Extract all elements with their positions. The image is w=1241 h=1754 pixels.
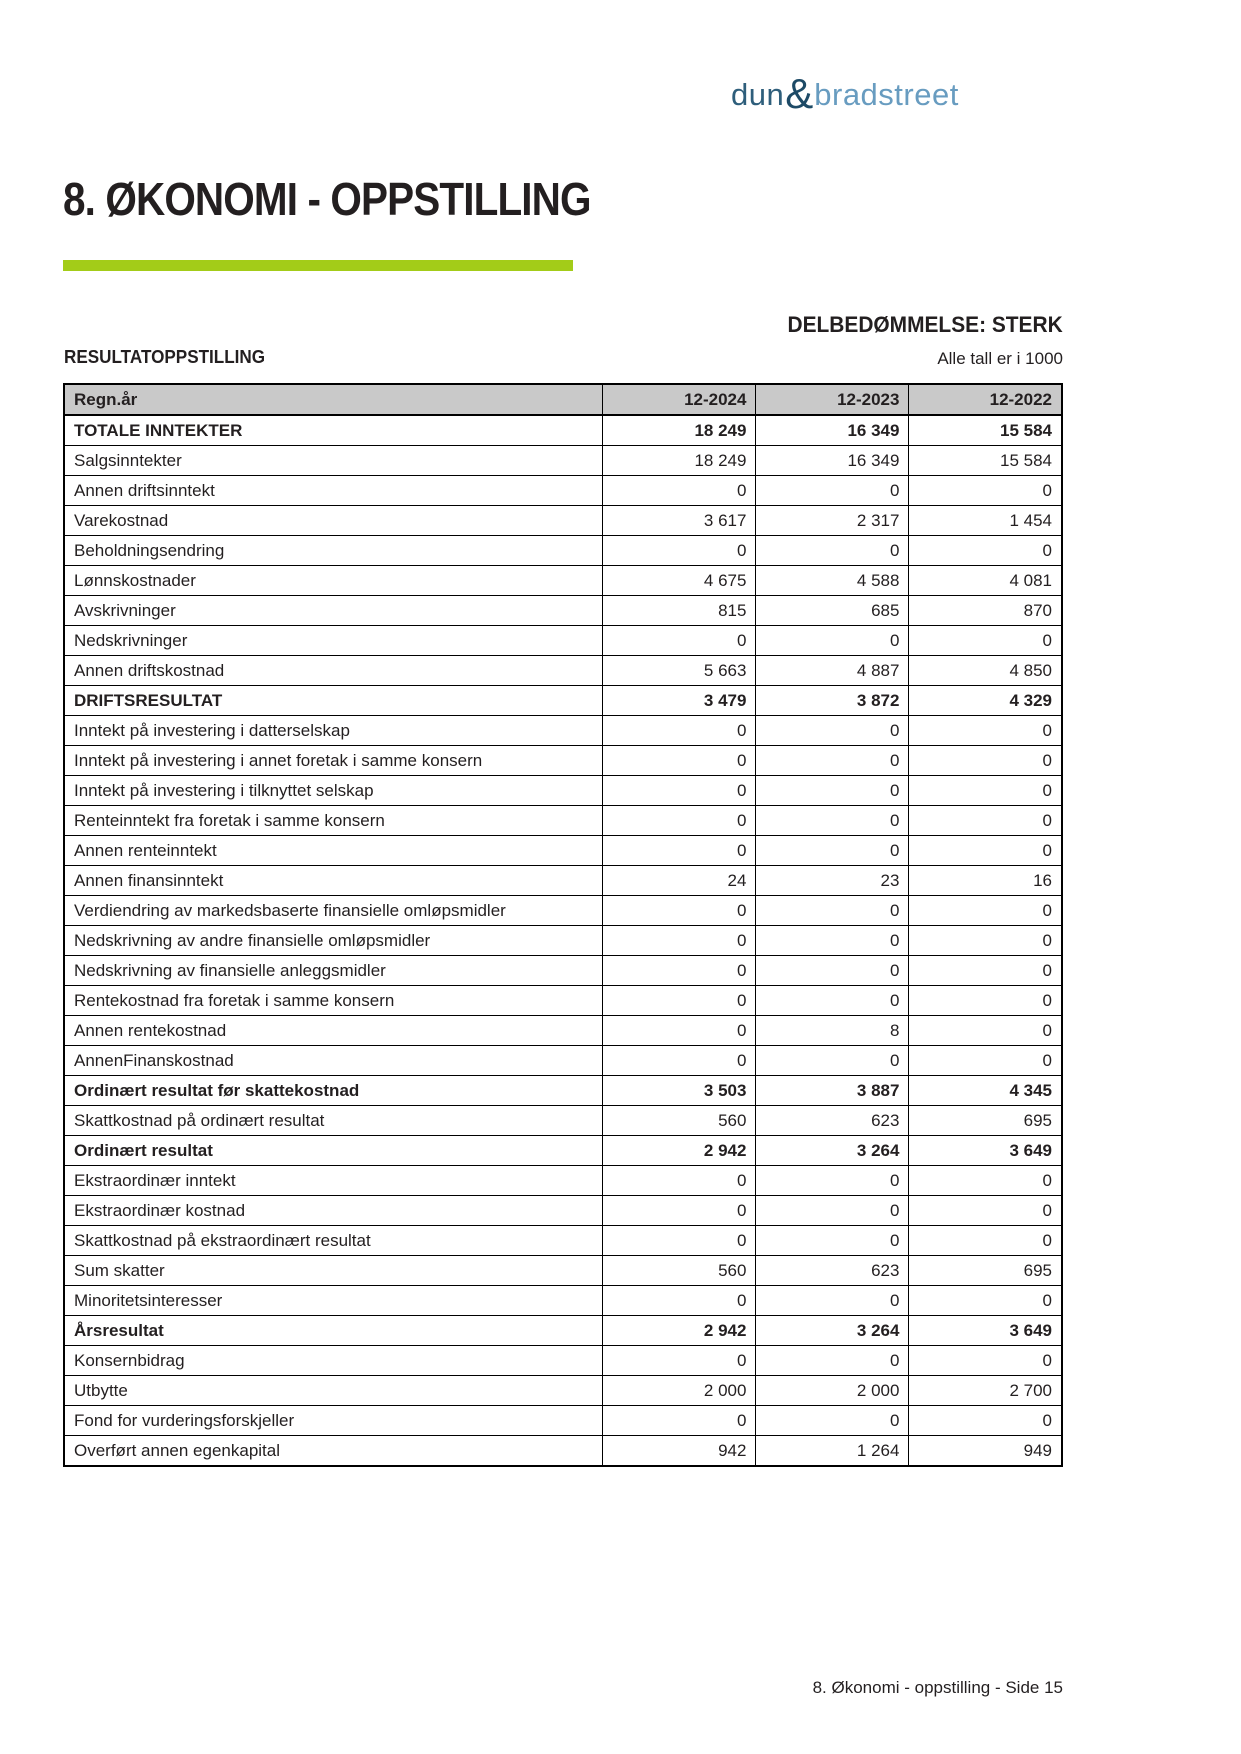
row-value: 0 (756, 626, 909, 656)
row-value: 0 (603, 476, 756, 506)
row-value: 0 (756, 1046, 909, 1076)
row-value: 4 329 (909, 686, 1062, 716)
row-value: 1 264 (756, 1436, 909, 1467)
row-value: 0 (603, 926, 756, 956)
logo-ampersand-icon: & (785, 70, 814, 117)
row-value: 560 (603, 1106, 756, 1136)
row-label: Avskrivninger (64, 596, 603, 626)
row-value: 4 887 (756, 656, 909, 686)
row-value: 0 (756, 1166, 909, 1196)
row-value: 0 (909, 1226, 1062, 1256)
table-row (64, 1316, 1062, 1346)
row-label: Årsresultat (64, 1316, 603, 1346)
row-value: 695 (909, 1256, 1062, 1286)
table-row (64, 596, 1062, 626)
row-label: Nedskrivning av andre finansielle omløpsmidler (64, 926, 603, 956)
row-value: 23 (756, 866, 909, 896)
dun-bradstreet-logo (731, 70, 959, 117)
table-row (64, 476, 1062, 506)
row-value: 0 (756, 476, 909, 506)
row-value: 870 (909, 596, 1062, 626)
table-row (64, 1406, 1062, 1436)
row-value: 0 (603, 776, 756, 806)
row-value: 18 249 (603, 446, 756, 476)
row-value: 695 (909, 1106, 1062, 1136)
row-value: 2 000 (756, 1376, 909, 1406)
table-row (64, 1136, 1062, 1166)
row-value: 1 454 (909, 506, 1062, 536)
row-value: 0 (756, 836, 909, 866)
table-row (64, 1106, 1062, 1136)
row-value: 0 (909, 746, 1062, 776)
row-value: 0 (603, 1406, 756, 1436)
row-value: 16 349 (756, 415, 909, 446)
row-value: 18 249 (603, 415, 756, 446)
row-value: 0 (756, 986, 909, 1016)
row-value: 0 (909, 1196, 1062, 1226)
table-row (64, 746, 1062, 776)
row-label: DRIFTSRESULTAT (64, 686, 603, 716)
row-value: 0 (909, 1346, 1062, 1376)
logo-text-dun: dun (731, 77, 785, 112)
row-label: Annen driftsinntekt (64, 476, 603, 506)
row-value: 685 (756, 596, 909, 626)
row-value: 3 887 (756, 1076, 909, 1106)
table-row (64, 626, 1062, 656)
row-value: 0 (756, 776, 909, 806)
row-value: 16 (909, 866, 1062, 896)
row-label: Overført annen egenkapital (64, 1436, 603, 1467)
row-value: 0 (909, 1406, 1062, 1436)
table-row (64, 836, 1062, 866)
row-value: 0 (756, 716, 909, 746)
row-value: 0 (603, 1286, 756, 1316)
row-value: 0 (603, 716, 756, 746)
row-label: Ordinært resultat før skattekostnad (64, 1076, 603, 1106)
row-label: Nedskrivning av finansielle anleggsmidler (64, 956, 603, 986)
row-value: 3 264 (756, 1136, 909, 1166)
row-value: 0 (756, 536, 909, 566)
row-value: 4 588 (756, 566, 909, 596)
row-value: 5 663 (603, 656, 756, 686)
row-value: 0 (603, 836, 756, 866)
table-row (64, 866, 1062, 896)
table-header-row (64, 384, 1062, 415)
row-value: 0 (603, 806, 756, 836)
row-value: 0 (603, 1016, 756, 1046)
row-label: Renteinntekt fra foretak i samme konsern (64, 806, 603, 836)
row-label: Konsernbidrag (64, 1346, 603, 1376)
table-row (64, 686, 1062, 716)
table-row (64, 1016, 1062, 1046)
row-label: Nedskrivninger (64, 626, 603, 656)
row-label: Lønnskostnader (64, 566, 603, 596)
row-value: 0 (756, 956, 909, 986)
row-value: 4 345 (909, 1076, 1062, 1106)
row-value: 4 850 (909, 656, 1062, 686)
row-label: Inntekt på investering i annet foretak i samme konsern (64, 746, 603, 776)
header-cell-2024: 12-2024 (603, 384, 756, 415)
row-value: 0 (756, 1286, 909, 1316)
row-value: 0 (756, 1406, 909, 1436)
row-value: 2 700 (909, 1376, 1062, 1406)
row-value: 0 (603, 956, 756, 986)
row-value: 623 (756, 1106, 909, 1136)
table-row (64, 1286, 1062, 1316)
row-value: 15 584 (909, 446, 1062, 476)
row-value: 0 (909, 776, 1062, 806)
row-label: Fond for vurderingsforskjeller (64, 1406, 603, 1436)
row-label: Beholdningsendring (64, 536, 603, 566)
row-label: Annen finansinntekt (64, 866, 603, 896)
row-value: 0 (603, 536, 756, 566)
row-value: 0 (909, 1046, 1062, 1076)
row-value: 2 942 (603, 1316, 756, 1346)
table-row (64, 716, 1062, 746)
row-value: 0 (756, 1196, 909, 1226)
row-value: 0 (909, 476, 1062, 506)
row-label: Annen renteinntekt (64, 836, 603, 866)
header-cell-regnar: Regn.år (64, 384, 603, 415)
row-value: 0 (603, 1166, 756, 1196)
table-row (64, 566, 1062, 596)
table-row (64, 656, 1062, 686)
row-value: 0 (603, 896, 756, 926)
row-value: 15 584 (909, 415, 1062, 446)
row-value: 0 (909, 986, 1062, 1016)
row-value: 0 (756, 746, 909, 776)
row-value: 0 (909, 536, 1062, 566)
page-footer: 8. Økonomi - oppstilling - Side 15 (812, 1678, 1063, 1697)
row-value: 2 317 (756, 506, 909, 536)
row-value: 0 (603, 1196, 756, 1226)
row-value: 0 (603, 626, 756, 656)
row-label: Inntekt på investering i tilknyttet selskap (64, 776, 603, 806)
table-row (64, 446, 1062, 476)
row-value: 0 (756, 926, 909, 956)
row-value: 2 942 (603, 1136, 756, 1166)
row-label: Salgsinntekter (64, 446, 603, 476)
table-row (64, 1046, 1062, 1076)
row-value: 24 (603, 866, 756, 896)
row-value: 3 649 (909, 1136, 1062, 1166)
table-row (64, 896, 1062, 926)
row-value: 0 (756, 806, 909, 836)
table-row (64, 1076, 1062, 1106)
table-row (64, 1166, 1062, 1196)
row-value: 8 (756, 1016, 909, 1046)
row-label: Ekstraordinær kostnad (64, 1196, 603, 1226)
table-row (64, 986, 1062, 1016)
row-label: Minoritetsinteresser (64, 1286, 603, 1316)
row-value: 0 (909, 626, 1062, 656)
assessment-heading: DELBEDØMMELSE: STERK (787, 312, 1063, 337)
header-cell-2023: 12-2023 (756, 384, 909, 415)
row-value: 0 (603, 1346, 756, 1376)
row-value: 0 (909, 1286, 1062, 1316)
row-value: 3 617 (603, 506, 756, 536)
row-value: 3 503 (603, 1076, 756, 1106)
row-value: 0 (756, 1226, 909, 1256)
row-label: Inntekt på investering i datterselskap (64, 716, 603, 746)
table-row (64, 1256, 1062, 1286)
row-value: 0 (909, 716, 1062, 746)
row-value: 0 (756, 896, 909, 926)
row-value: 2 000 (603, 1376, 756, 1406)
row-value: 0 (909, 956, 1062, 986)
row-value: 3 649 (909, 1316, 1062, 1346)
row-value: 3 872 (756, 686, 909, 716)
row-value: 0 (603, 1226, 756, 1256)
table-row (64, 1436, 1062, 1467)
row-value: 3 264 (756, 1316, 909, 1346)
row-value: 0 (603, 746, 756, 776)
results-table (63, 383, 1063, 1467)
row-label: Rentekostnad fra foretak i samme konsern (64, 986, 603, 1016)
row-value: 623 (756, 1256, 909, 1286)
table-row (64, 926, 1062, 956)
row-value: 0 (909, 1166, 1062, 1196)
unit-note: Alle tall er i 1000 (937, 349, 1063, 368)
row-label: Varekostnad (64, 506, 603, 536)
row-value: 0 (909, 926, 1062, 956)
row-value: 0 (603, 986, 756, 1016)
row-label: Skattkostnad på ordinært resultat (64, 1106, 603, 1136)
row-value: 4 675 (603, 566, 756, 596)
row-label: Ordinært resultat (64, 1136, 603, 1166)
row-label: Verdiendring av markedsbaserte finansielle omløpsmidler (64, 896, 603, 926)
table-row (64, 1196, 1062, 1226)
row-label: Ekstraordinær inntekt (64, 1166, 603, 1196)
row-value: 949 (909, 1436, 1062, 1467)
row-value: 942 (603, 1436, 756, 1467)
table-row (64, 776, 1062, 806)
row-label: Annen rentekostnad (64, 1016, 603, 1046)
row-label: TOTALE INNTEKTER (64, 415, 603, 446)
row-value: 0 (909, 806, 1062, 836)
row-value: 3 479 (603, 686, 756, 716)
row-value: 16 349 (756, 446, 909, 476)
table-body (64, 415, 1062, 1466)
table-row (64, 1226, 1062, 1256)
row-label: Sum skatter (64, 1256, 603, 1286)
row-value: 560 (603, 1256, 756, 1286)
header-cell-2022: 12-2022 (909, 384, 1062, 415)
table-row (64, 415, 1062, 446)
table-row (64, 806, 1062, 836)
row-value: 0 (756, 1346, 909, 1376)
row-label: Annen driftskostnad (64, 656, 603, 686)
logo-text-bradstreet: bradstreet (814, 77, 959, 112)
table-row (64, 956, 1062, 986)
row-value: 0 (909, 1016, 1062, 1046)
row-value: 0 (909, 896, 1062, 926)
row-value: 0 (909, 836, 1062, 866)
page-title: 8. ØKONOMI - OPPSTILLING (63, 173, 591, 225)
row-label: AnnenFinanskostnad (64, 1046, 603, 1076)
row-label: Utbytte (64, 1376, 603, 1406)
row-value: 4 081 (909, 566, 1062, 596)
table-row (64, 1346, 1062, 1376)
title-accent-bar (63, 260, 573, 271)
row-label: Skattkostnad på ekstraordinært resultat (64, 1226, 603, 1256)
table-row (64, 1376, 1062, 1406)
table-row (64, 506, 1062, 536)
row-value: 0 (603, 1046, 756, 1076)
table-title: RESULTATOPPSTILLING (64, 347, 266, 367)
row-value: 815 (603, 596, 756, 626)
table-row (64, 536, 1062, 566)
